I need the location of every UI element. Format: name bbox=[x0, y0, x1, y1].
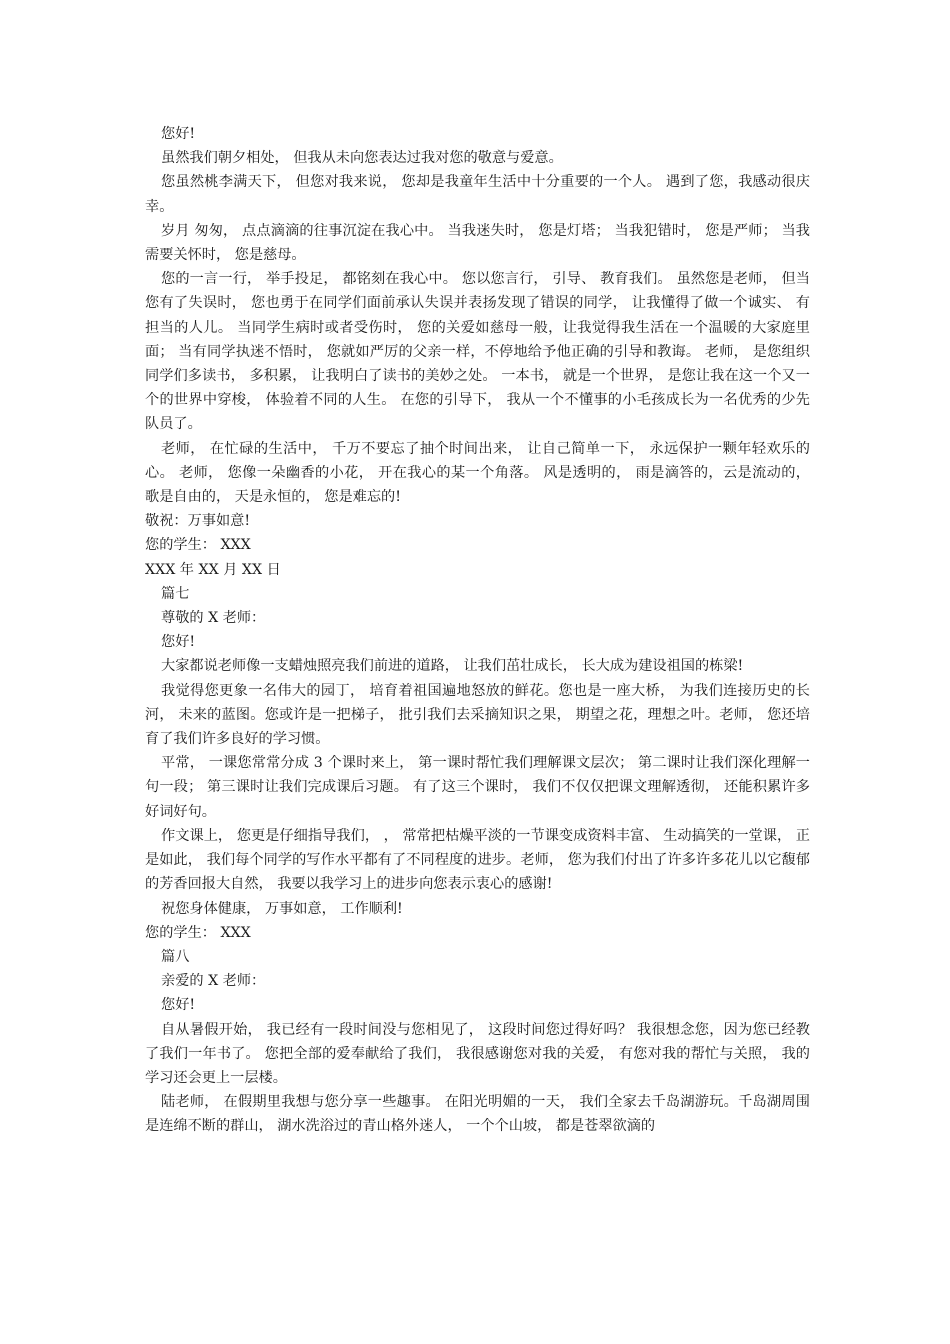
paragraph-8-2: 陆老师， 在假期里我想与您分享一些趣事。 在阳光明媚的一天， 我们全家去千岛湖游玩。千岛湖周围是连绵不断的群山， 湖水洗浴过的青山格外迷人， 一个个山坡， 都是苍翠欲滴的 bbox=[145, 1094, 810, 1135]
paragraph-7-3: 平常， 一课您常常分成 3 个课时来上， 第一课时帮忙我们理解课文层次； 第二课时让我们深化理解一句一段； 第三课时让我们完成课后习题。 有了这三个课时， 我们不仅仅把课文理解透彻， 还能积累许多好词好句。 bbox=[145, 755, 810, 820]
paragraph-5: 老师， 在忙碌的生活中， 千万不要忘了抽个时间出来， 让自己简单一下， 永远保护一颗年轻欢乐的心。 老师， 您像一朵幽香的小花， 开在我心的某一个角落。 风是透明的， 雨是滴答的，云是流动的， 歌是自由的， 天是永恒的， 您是难忘的! bbox=[145, 440, 810, 506]
paragraph-8-1: 自从暑假开始， 我已经有一段时间没与您相见了， 这段时间您过得好吗？ 我很想念您，因为您已经教了我们一年书了。 您把全部的爱奉献给了我们， 我很感谢您对我的关爱， 有您对我的帮忙与关照， 我的学习还会更上一层楼。 bbox=[145, 1021, 810, 1086]
greeting-1: 您好! bbox=[161, 126, 196, 142]
salutation-8: 亲爱的 X 老师： bbox=[161, 973, 266, 990]
closing-wish-7: 祝您身体健康， 万事如意， 工作顺利! bbox=[161, 900, 403, 917]
paragraph-2: 您虽然桃李满天下， 但您对我来说， 您却是我童年生活中十分重要的一个人。 遇到了您，我感动很庆幸。 bbox=[145, 174, 810, 215]
salutation-7: 尊敬的 X 老师： bbox=[161, 610, 266, 627]
paragraph-3: 岁月 匆匆， 点点滴滴的往事沉淀在我心中。 当我迷失时， 您是灯塔； 当我犯错时， 您是严师； 当我需要关怀时， 您是慈母。 bbox=[145, 222, 810, 264]
greeting-8: 您好! bbox=[161, 997, 196, 1014]
paragraph-7-4: 作文课上， 您更是仔细指导我们， ， 常常把枯燥平淡的一节课变成资料丰富、 生动搞笑的一堂课， 正是如此， 我们每个同学的写作水平都有了不同程度的进步。老师， 您为我们付出了许多许多花儿以它馥郁的芳香回报大自然， 我要以我学习上的进步向您表示衷心的感谢! bbox=[145, 827, 810, 893]
paragraph-7-2: 我觉得您更象一名伟大的园丁， 培育着祖国遍地怒放的鲜花。您也是一座大桥， 为我们连接历史的长河， 未来的蓝图。您或许是一把梯子， 批引我们去采摘知识之果， 期望之花，理想之叶。老师， 您还培育了我们许多良好的学习惯。 bbox=[145, 682, 810, 748]
paragraph-1: 虽然我们朝夕相处， 但我从未向您表达过我对您的敬意与爱意。 bbox=[161, 150, 563, 167]
signature-1: 您的学生： XXX bbox=[145, 537, 251, 554]
paragraph-4: 您的一言一行， 举手投足， 都铭刻在我心中。 您以您言行， 引导、 教育我们。 虽然您是老师， 但当您有了失误时， 您也勇于在同学们面前承认失误并表扬发现了错误的同学， 让我懂得了做一个诚实、 有担当的人儿。 当同学生病时或者受伤时， 您的关爱如慈母一般，让我觉得我生活在一个温暖的大家庭里面； 当有同学执迷不悟时， 您就如严厉的父亲一样，不停地给予他正确的引导和教诲。 老师， 是您组织同学们多读书， 多积累， 让我明白了读书的美妙之处。 一本书， 就是一个世界， 是您让我在这一个又一个的世界中穿梭， 体验着不同的人生。 在您的引导下， 我从一个不懂事的小毛孩成长为一名优秀的少先队员了。 bbox=[145, 271, 810, 433]
section-heading-8: 篇八 bbox=[161, 948, 190, 965]
greeting-7: 您好! bbox=[161, 634, 196, 651]
closing-wish-1: 敬祝：万事如意! bbox=[145, 513, 251, 530]
letter-document bbox=[145, 122, 810, 1139]
paragraph-7-1: 大家都说老师像一支蜡烛照亮我们前进的道路， 让我们茁壮成长， 长大成为建设祖国的栋梁! bbox=[161, 658, 744, 675]
date-1: XXX 年 XX 月 XX 日 bbox=[145, 561, 281, 578]
section-heading-7: 篇七 bbox=[161, 585, 190, 602]
signature-7: 您的学生： XXX bbox=[145, 924, 251, 941]
